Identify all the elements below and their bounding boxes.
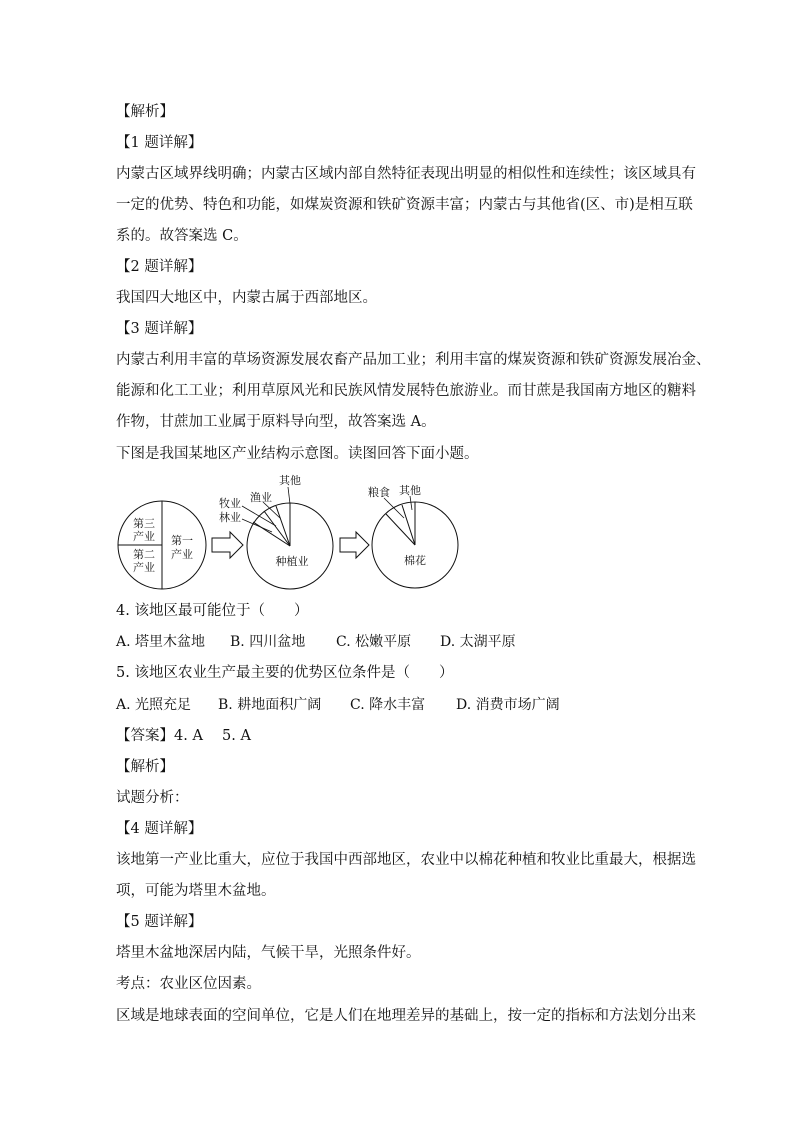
q4-option-b: B. 四川盆地: [230, 634, 306, 650]
q2-explanation-line-1: 我国四大地区中，内蒙古属于西部地区。: [116, 290, 377, 306]
arrow-1: [212, 532, 243, 558]
label-cotton: 棉花: [404, 554, 426, 567]
label-secondary-industry: 第二产业: [133, 548, 155, 574]
q1-explanation-line-3: 系的。故答案选 C。: [116, 228, 248, 244]
industry-structure-figure: [112, 474, 472, 592]
header-jiexi-1: 【解析】: [116, 104, 174, 120]
q4-option-d: D. 太湖平原: [440, 634, 516, 650]
label-fishery: 渔业: [250, 491, 272, 504]
q3-explanation-line-2: 能源和化工工业；利用草原风光和民族风情发展特色旅游业。而甘蔗是我国南方地区的糖料: [116, 383, 696, 399]
label-other: 其他: [279, 474, 301, 487]
arrow-2: [340, 532, 369, 558]
label-grain: 粮食: [368, 486, 390, 499]
label-other-crops: 其他: [399, 484, 421, 497]
q4-explanation-line-2: 项，可能为塔里木盆地。: [116, 883, 276, 899]
q1-explanation-line-1: 内蒙古区域界线明确；内蒙古区域内部自然特征表现出明显的相似性和连续性；该区域具有: [116, 166, 696, 182]
q1-explanation-line-2: 一定的优势、特色和功能，如煤炭资源和铁矿资源丰富；内蒙古与其他省(区、市)是相互联: [116, 197, 693, 213]
region-definition-line: 区域是地球表面的空间单位，它是人们在地理差异的基础上，按一定的指标和方法划分出来: [116, 1008, 696, 1024]
label-planting: 种植业: [275, 555, 309, 568]
q5-option-b: B. 耕地面积广阔: [218, 697, 322, 713]
q4-option-a: A. 塔里木盆地: [116, 634, 206, 650]
q5-option-c: C. 降水丰富: [350, 697, 426, 713]
pie-agriculture-structure: [219, 474, 333, 589]
label-primary-industry: 第一产业: [171, 534, 193, 561]
header-jiexi-2: 【解析】: [116, 759, 174, 775]
q4-option-c: C. 松嫩平原: [336, 634, 412, 650]
q5-option-d: D. 消费市场广阔: [456, 697, 560, 713]
q4-explanation-line-1: 该地第一产业比重大，应位于我国中西部地区，农业中以棉花种植和牧业比重最大，根据选: [116, 852, 696, 868]
analysis-label: 试题分析：: [116, 790, 189, 806]
header-q5-detail: 【5 题详解】: [116, 914, 203, 930]
kaodian-line: 考点：农业区位因素。: [116, 976, 261, 992]
q5-stem: 5. 该地区农业生产最主要的优势区位条件是（ ）: [116, 665, 454, 681]
q3-explanation-line-1: 内蒙古利用丰富的草场资源发展农畜产品加工业；利用丰富的煤炭资源和铁矿资源发展冶金、: [116, 352, 711, 368]
header-q1-detail: 【1 题详解】: [116, 135, 203, 151]
label-tertiary-industry: 第三产业: [133, 517, 155, 543]
q3-explanation-line-3: 作物，甘蔗加工业属于原料导向型，故答案选 A。: [116, 414, 436, 430]
label-forestry: 林业: [219, 511, 241, 524]
pie-planting-structure: [368, 483, 458, 588]
q5-explanation-line-1: 塔里木盆地深居内陆，气候干旱，光照条件好。: [116, 945, 421, 961]
pie-industry-structure: [118, 501, 206, 589]
q4-stem: 4. 该地区最可能位于（ ）: [116, 603, 309, 619]
header-q4-detail: 【4 题详解】: [116, 821, 203, 837]
answer-line: 【答案】4. A 5. A: [116, 728, 251, 744]
header-q2-detail: 【2 题详解】: [116, 259, 203, 275]
q5-option-a: A. 光照充足: [116, 697, 192, 713]
header-q3-detail: 【3 题详解】: [116, 321, 203, 337]
figure-intro: 下图是我国某地区产业结构示意图。读图回答下面小题。: [116, 446, 479, 462]
label-animal-husbandry: 牧业: [219, 497, 241, 510]
